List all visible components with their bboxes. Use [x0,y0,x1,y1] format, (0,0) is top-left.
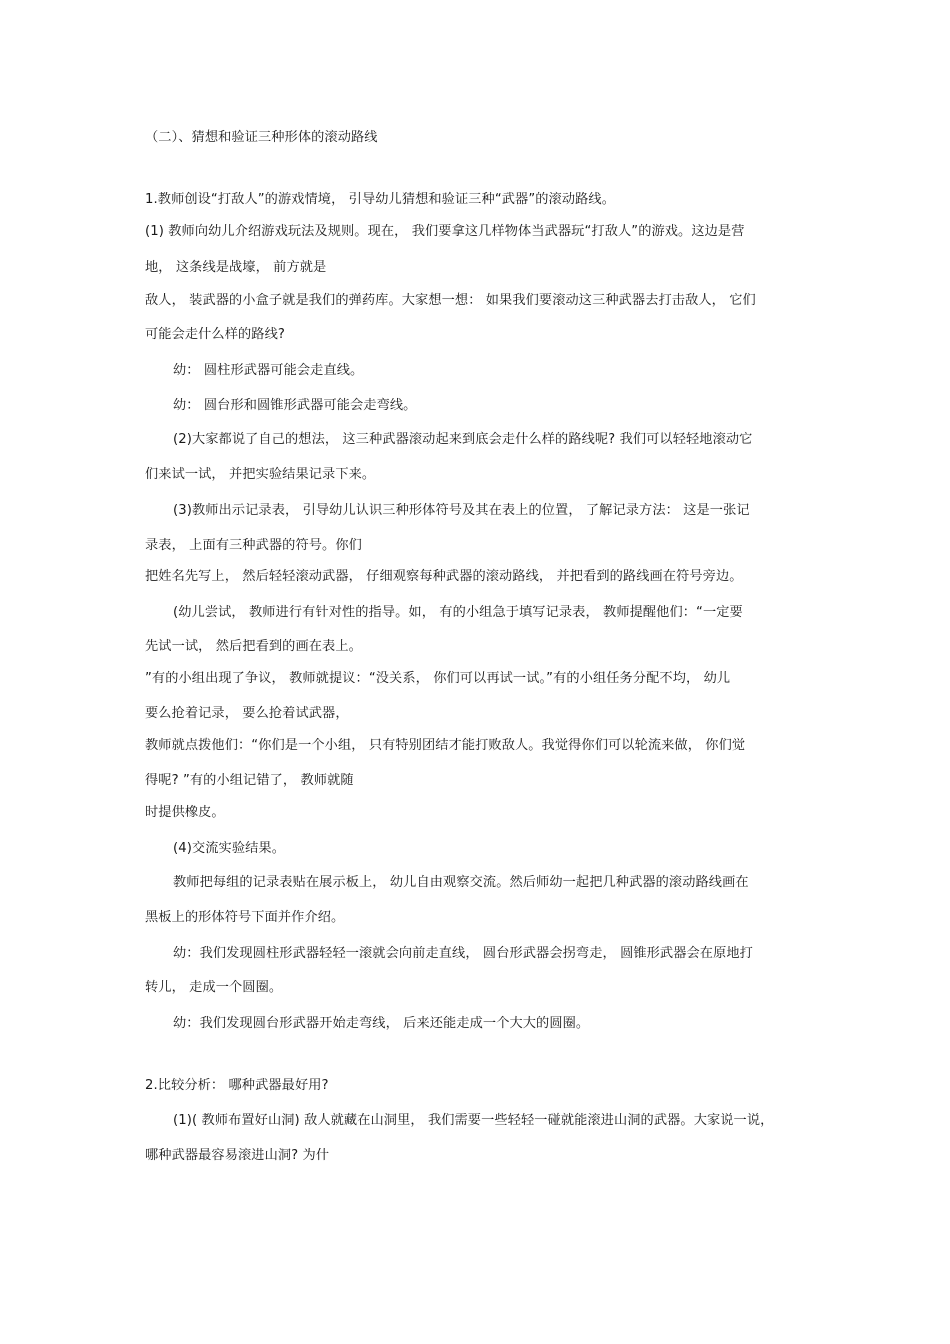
paragraph-line: (3)教师出示记录表， 引导幼儿认识三种形体符号及其在表上的位置， 了解记录方法： 这是一张记 [173,503,750,518]
paragraph-line: (幼儿尝试， 教师进行有针对性的指导。如， 有的小组急于填写记录表， 教师提醒他们：“一定要 [173,605,743,620]
paragraph-line: 黑板上的形体符号下面并作介绍。 [145,910,345,925]
paragraph-line: (2)大家都说了自己的想法， 这三种武器滚动起来到底会走什么样的路线呢? 我们可以轻轻地滚动它 [173,432,753,447]
paragraph-line: 1.教师创设“打敌人”的游戏情境， 引导幼儿猜想和验证三种“武器”的滚动路线。 [145,192,615,207]
paragraph-line: 幼： 圆台形和圆锥形武器可能会走弯线。 [173,398,417,413]
paragraph-line: 先试一试， 然后把看到的画在表上。 [145,639,362,654]
paragraph-line: ”有的小组出现了争议， 教师就提议：“没关系， 你们可以再试一试。”有的小组任务分配不均， 幼儿 [145,671,731,686]
paragraph-line: (1)( 教师布置好山洞) 敌人就藏在山洞里， 我们需要一些轻轻一碰就能滚进山洞的武器。大家说一说， [173,1113,774,1128]
paragraph-line: 们来试一试， 并把实验结果记录下来。 [145,467,376,482]
paragraph-line: 敌人， 装武器的小盒子就是我们的弹药库。大家想一想： 如果我们要滚动这三种武器去打击敌人， 它们 [145,293,756,308]
section-heading: （二）、猜想和验证三种形体的滚动路线 [145,130,378,145]
paragraph-line: 得呢? ”有的小组记错了， 教师就随 [145,773,354,788]
paragraph-line: 要么抢着记录， 要么抢着试武器， [145,706,349,721]
paragraph-line: 幼： 圆柱形武器可能会走直线。 [173,363,364,378]
paragraph-line: 幼：我们发现圆台形武器开始走弯线， 后来还能走成一个大大的圆圈。 [173,1016,590,1031]
paragraph-line: 录表， 上面有三种武器的符号。你们 [145,538,362,553]
paragraph-line: 把姓名先写上， 然后轻轻滚动武器， 仔细观察每种武器的滚动路线， 并把看到的路线画在符号旁边。 [145,569,743,584]
paragraph-line: 教师把每组的记录表贴在展示板上， 幼儿自由观察交流。然后师幼一起把几种武器的滚动路线画在 [173,875,749,890]
paragraph-line: 地， 这条线是战壕， 前方就是 [145,260,327,275]
paragraph-line: 转儿， 走成一个圆圈。 [145,980,283,995]
paragraph-line: (4)交流实验结果。 [173,841,285,856]
paragraph-line: 2.比较分析： 哪种武器最好用? [145,1078,329,1093]
paragraph-line: 时提供橡皮。 [145,805,225,820]
paragraph-line: 幼：我们发现圆柱形武器轻轻一滚就会向前走直线， 圆台形武器会拐弯走， 圆锥形武器会在原地打 [173,946,753,961]
paragraph-line: 哪种武器最容易滚进山洞? 为什 [145,1148,330,1163]
paragraph-line: 教师就点拨他们：“你们是一个小组， 只有特别团结才能打败敌人。我觉得你们可以轮流来做， 你们觉 [145,738,746,753]
paragraph-line: (1) 教师向幼儿介绍游戏玩法及规则。现在， 我们要拿这几样物体当武器玩“打敌人”的游戏。这边是营 [145,224,745,239]
paragraph-line: 可能会走什么样的路线? [145,327,285,342]
